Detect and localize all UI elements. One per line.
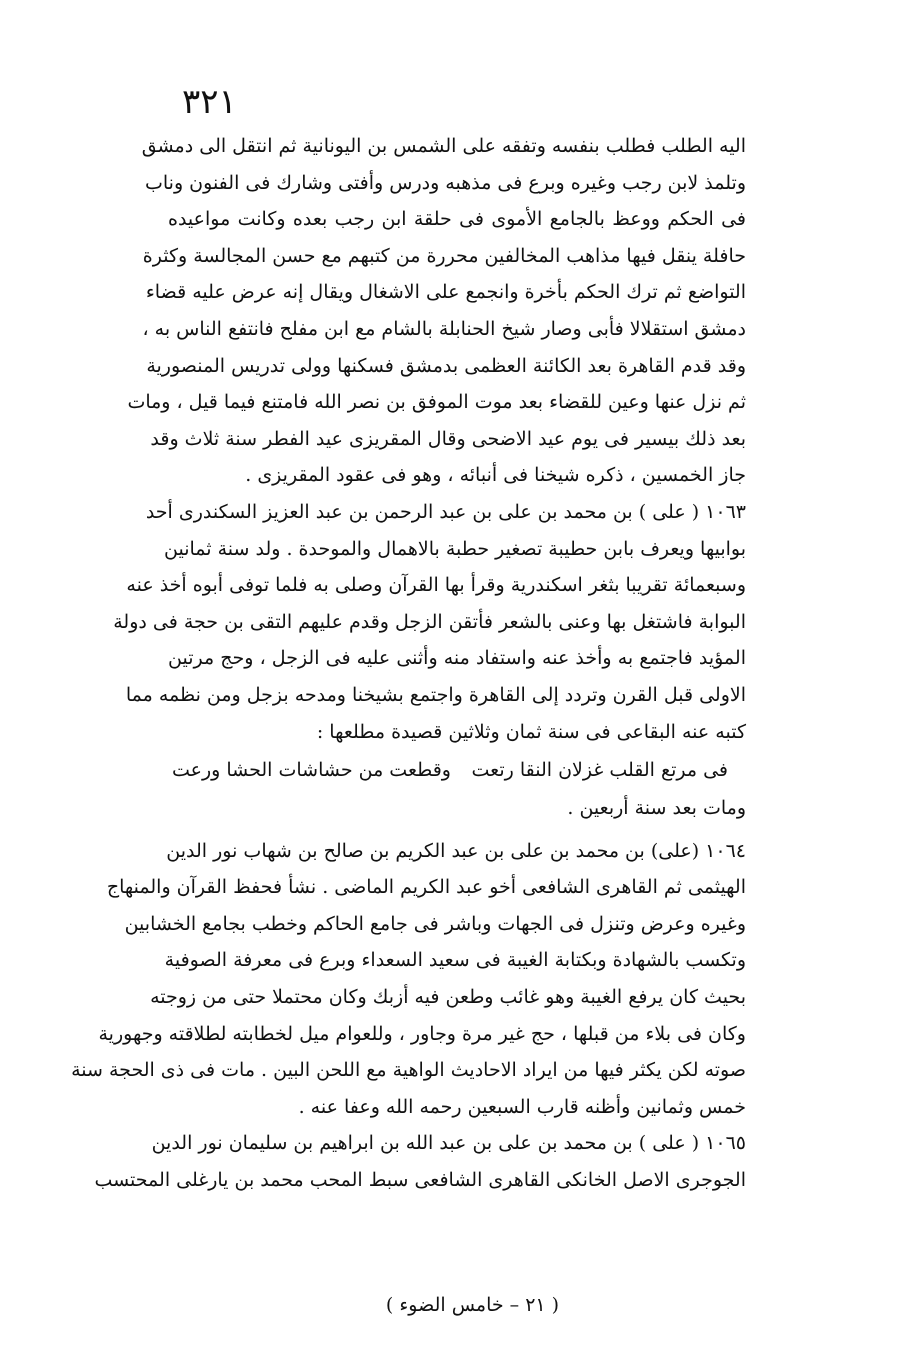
page-number: ٣٢١ (182, 82, 237, 122)
text-line: وتكسب بالشهادة وبكتابة الغيبة فى سعيد السعداء وبرع فى معرفة الصوفية (164, 949, 746, 972)
text-line: بعد ذلك بيسير فى يوم عيد الاضحى وقال المقريزى عيد الفطر سنة ثلاث وقد (150, 427, 746, 450)
text-line: حافلة ينقل فيها مذاهب المخالفين محررة من كتبهم مع حسن المجالسة وكثرة (142, 244, 746, 267)
main-text (71, 128, 746, 1199)
text-line: الجوجرى الاصل الخانكى القاهرى الشافعى سبط المحب محمد بن يارغلى المحتسب (94, 1169, 746, 1192)
text-line: ١٠٦٤ (على) بن محمد بن على بن عبد الكريم بن صالح بن شهاب نور الدين (166, 839, 746, 862)
text-line: دمشق استقلالا فأبى وصار شيخ الحنابلة بالشام مع ابن مفلح فانتفع الناس به ، (142, 317, 746, 340)
text-line: ومات بعد سنة أربعين . (567, 797, 746, 820)
text-line: اليه الطلب فطلب بنفسه وتفقه على الشمس بن اليونانية ثم انتقل الى دمشق (141, 135, 746, 157)
text-line: التواضع ثم ترك الحكم بأخرة وانجمع على الاشغال ويقال إنه عرض عليه قضاء (145, 281, 746, 304)
text-line: الاولى قبل القرن وتردد إلى القاهرة واجتمع بشيخنا ومدحه بزجل ومن نظمه مما (125, 683, 746, 706)
text-line: وتلمذ لابن رجب وغيره وبرع فى مذهبه ودرس وأفتى وشارك فى الفنون وناب (145, 171, 746, 194)
text-line: بوابيها ويعرف بابن حطيبة تصغير حطبة بالاهمال والموحدة . ولد سنة ثمانين (164, 537, 746, 560)
text-line: وقد قدم القاهرة بعد الكائنة العظمى بدمشق فسكنها وولى تدريس المنصورية (146, 354, 746, 377)
text-line: ١٠٦٣ ( على ) بن محمد بن على بن عبد الرحمن بن عبد العزيز السكندرى أحد (145, 500, 746, 523)
text-line: خمس وثمانين وأظنه قارب السبعين رحمه الله وعفا عنه . (298, 1095, 746, 1118)
entry-1065 (94, 1125, 746, 1198)
text-line: وكان فى بلاء من قبلها ، حج غير مرة وجاور ، وللعوام ميل لخطابته لطلاقته وجهورية (98, 1022, 746, 1045)
verse-line (168, 750, 746, 790)
text-line: بحيث كان يرفع الغيبة وهو غائب وطعن فيه أزبك وكان محتملا حتى من زوجته (150, 986, 746, 1009)
verse-first-hemistich: فى مرتع القلب غزلان النقا رتعت (471, 759, 728, 782)
text-line: ثم نزل عنها وعين للقضاء بعد موت الموفق بن نصر الله فامتنع فيما قيل ، ومات (127, 391, 746, 414)
text-line: وغيره وعرض وتنزل فى الجهات وباشر فى جامع الحاكم وخطب بجامع الخشابين (124, 912, 746, 935)
paragraph-continuation (127, 128, 746, 494)
verse-second-hemistich: وقطعت من حشاشات الحشا ورعت (172, 759, 451, 782)
text-line: الهيثمى ثم القاهرى الشافعى أخو عبد الكريم الماضى . نشأ فحفظ القرآن والمنهاج (106, 876, 746, 899)
text-line: المؤيد فاجتمع به وأخذ عنه واستفاد منه وأثنى عليه فى الزجل ، وحج مرتين (168, 647, 746, 670)
text-line: صوته لكن يكثر فيها من ايراد الاحاديث الواهية مع اللحن البين . مات فى ذى الحجة سنة (71, 1059, 746, 1082)
entry-1064 (71, 833, 746, 1126)
text-line: جاز الخمسين ، ذكره شيخنا فى أنبائه ، وهو فى عقود المقريزى . (245, 464, 746, 487)
text-line: فى الحكم ووعظ بالجامع الأموى فى حلقة ابن رجب بعده وكانت مواعيده (168, 208, 746, 231)
entry-1063 (113, 494, 746, 827)
text-line: كتبه عنه البقاعى فى سنة ثمان وثلاثين قصيدة مطلعها : (316, 720, 746, 743)
signature-footer: ( ٢١ – خامس الضوء ) (385, 1294, 560, 1316)
text-line: البوابة فاشتغل بها وعنى بالشعر فأتقن الزجل وقدم عليهم التقى بن حجة فى دولة (113, 610, 746, 633)
text-line: وسبعمائة تقريبا بثغر اسكندرية وقرأ بها القرآن وصلى به فلما توفى أبوه أخذ عنه (126, 574, 746, 597)
text-line: ١٠٦٥ ( على ) بن محمد بن على بن عبد الله بن ابراهيم بن سليمان نور الدين (151, 1132, 746, 1155)
